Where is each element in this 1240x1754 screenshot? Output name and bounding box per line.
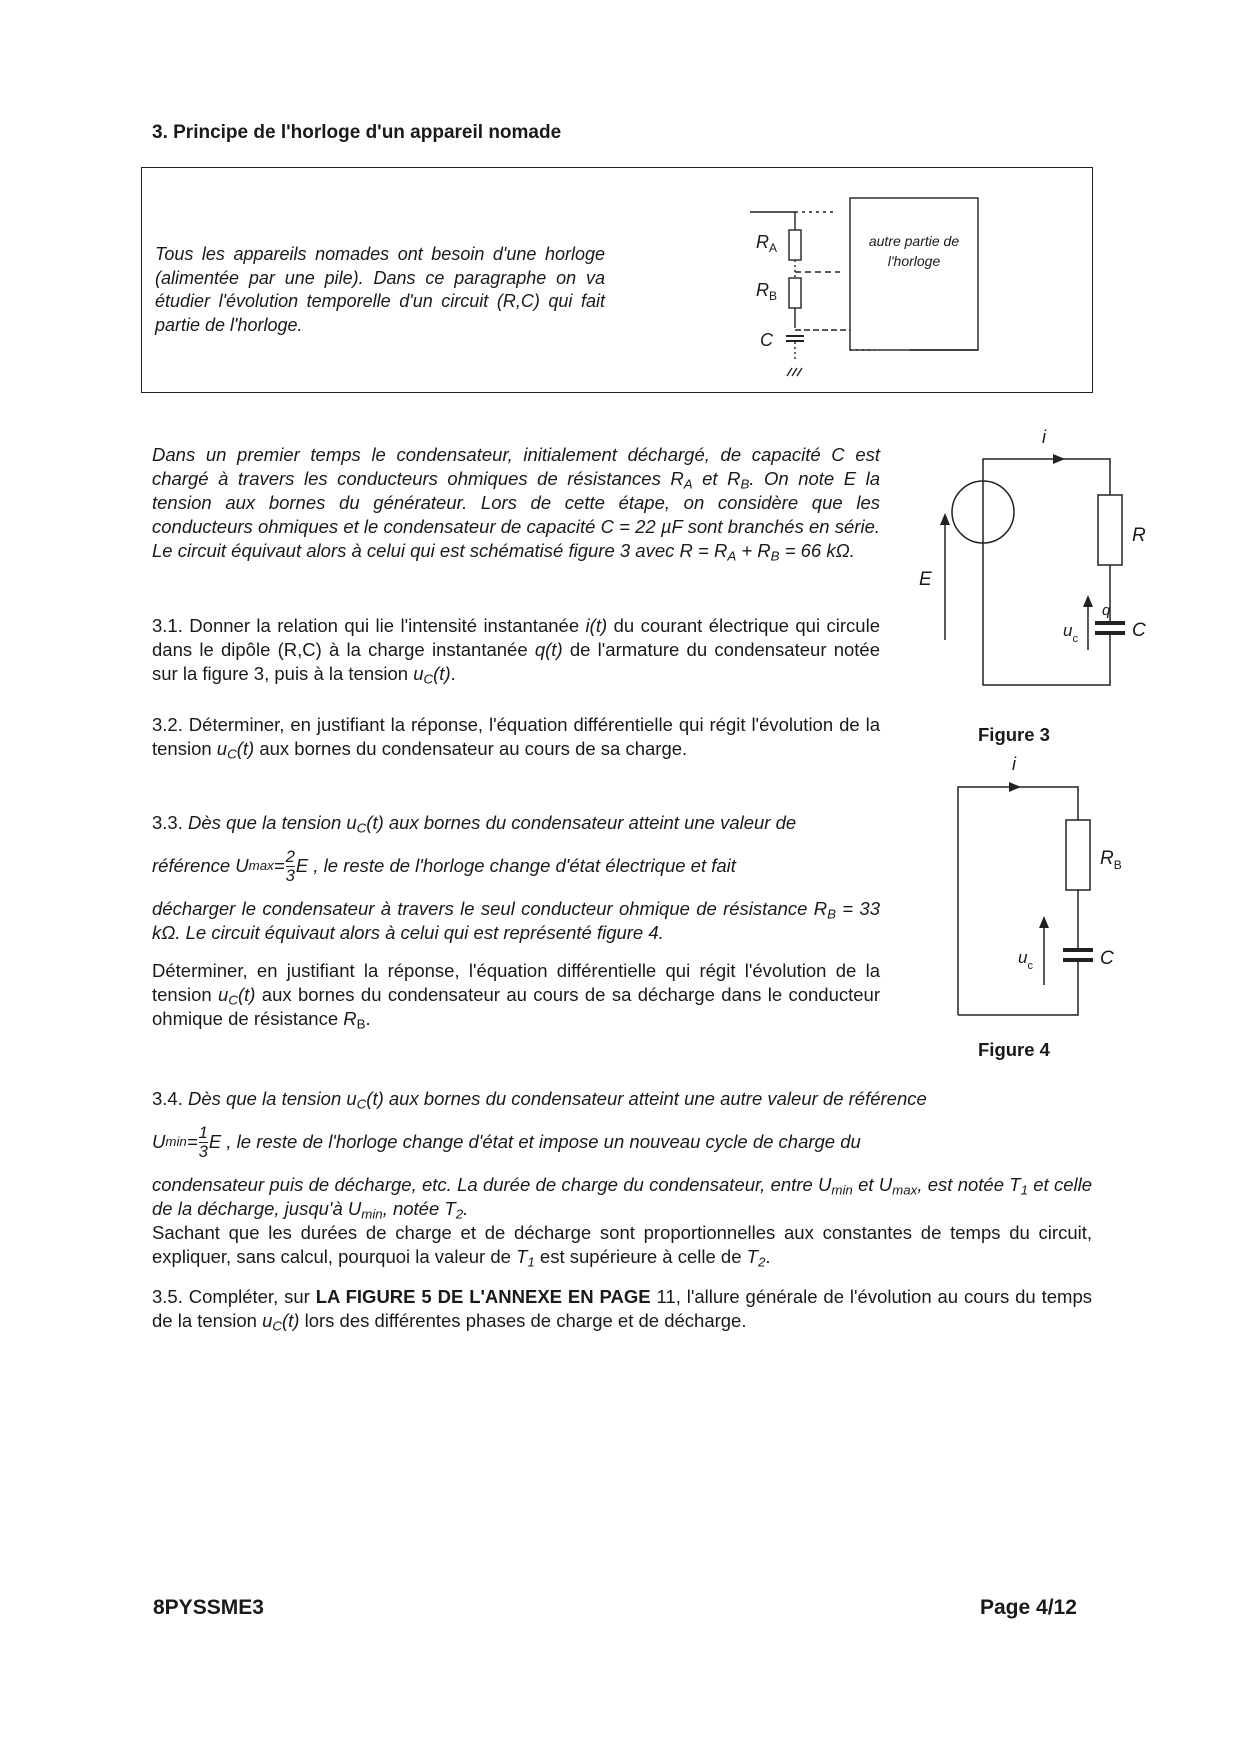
resistor-r-symbol xyxy=(1098,495,1122,565)
paragraph-intro: Dans un premier temps le condensateur, initialement déchargé, de capacité C est chargé à travers les conducteurs ohmiques de résistances $R_A$ et $R_B$. On note E la tension aux bornes du générateur. Lors de cette étape, on considère que les conducteurs ohmiques et le condensateur de capacité C = 22 µF sont branchés en série. Le circuit équivaut alors à celui qui est schématisé figure 3 avec $R = R_A + R_B = 66$ kΩ. xyxy=(152,444,880,564)
fig3-c-label: C xyxy=(1132,620,1146,641)
fig4-rb-label: $R_B$ xyxy=(1100,848,1122,872)
question-3-5: 3.5. Compléter, sur LA FIGURE 5 DE L'ANNEXE EN PAGE 11, l'allure générale de l'évolution au cours du temps de la tension $u_C(t)$ lors des différentes phases de charge et de décharge. xyxy=(152,1286,1092,1334)
figure-4-circuit xyxy=(945,750,1185,1020)
intro-text: Tous les appareils nomades ont besoin d'une horloge (alimentée par une pile). Dans ce paragraphe on va étudier l'évolution temporelle d'un circuit (R,C) qui fait partie de l'horloge. xyxy=(155,244,605,335)
e-arrow-head xyxy=(940,513,950,525)
current-arrow xyxy=(1053,454,1065,464)
intro-circuit-figure xyxy=(740,190,1000,390)
fig3-i-label: i xyxy=(1042,427,1046,447)
resistor-rb-fig4-symbol xyxy=(1066,820,1090,890)
fig3-uc-label: $u_c$ xyxy=(1063,621,1078,645)
ra-label: $R_A$ xyxy=(756,232,778,255)
fig3-e-label: E xyxy=(919,569,932,590)
resistor-rb-symbol xyxy=(789,278,801,308)
fig4-c-label: C xyxy=(1100,948,1114,969)
fig3-r-label: R xyxy=(1132,525,1146,546)
footer-code: 8PYSSME3 xyxy=(153,1596,264,1619)
question-3-2: 3.2. Déterminer, en justifiant la réponse, l'équation différentielle qui régit l'évolution de la tension $u_C(t)$ aux bornes du condensateur au cours de sa charge. xyxy=(152,714,880,762)
fig4-current-arrow xyxy=(1009,782,1021,792)
question-3-3: 3.3. Dès que la tension $u_C(t)$ aux bornes du condensateur atteint une valeur de référence U max = $\frac{2}{3}$ E , le reste de l'horloge change d'état électrique et fait décharger le condensateur à travers le seul conducteur ohmique de résistance $R_B = 33$ kΩ. Le circuit équivaut alors à celui qui est représenté figure 4. Déterminer, en justifiant la réponse, l'équation différentielle qui régit l'évolution de la tension $u_C(t)$ aux bornes du condensateur au cours de sa décharge dans le conducteur ohmique de résistance $R_B$. xyxy=(152,812,881,1032)
formula-umin: U min = $\frac{1}{3}$ E , le reste de l'horloge change d'état et impose un nouveau cycle de charge du xyxy=(152,1123,861,1161)
question-3-1: 3.1. Donner la relation qui lie l'intensité instantanée i(t) du courant électrique qui circule dans le dipôle (R,C) à la charge instantanée q(t) de l'armature du condensateur notée sur la figure 3, puis à la tension $u_C(t)$. xyxy=(152,615,881,687)
other-part-box xyxy=(850,198,978,350)
question-3-4: 3.4. Dès que la tension $u_C(t)$ aux bornes du condensateur atteint une autre valeur de référence U min = $\frac{1}{3}$ E , le reste de l'horloge change d'état et impose un nouveau cycle de charge du condensateur puis de décharge, etc. La durée de charge du condensateur, entre $U_{min}$ et $U_{max}$, est notée $T_1$ et celle de la décharge, jusqu'à $U_{min}$, notée $T_2$. Sachant que les durées de charge et de décharge sont proportionnelles aux constantes de temps du circuit, expliquer, sans calcul, pourquoi la valeur de $T_1$ est supérieure à celle de $T_2$. xyxy=(152,1088,1092,1270)
resistor-ra-symbol xyxy=(789,230,801,260)
c-label: C xyxy=(760,330,773,350)
footer-page-number: Page 4/12 xyxy=(980,1596,1077,1619)
figure-4-caption: Figure 4 xyxy=(978,1039,1050,1060)
uc-arrow-head xyxy=(1083,595,1093,607)
rb-label: $R_B$ xyxy=(756,280,778,303)
other-part-label-2: l'horloge xyxy=(887,253,941,269)
figure-3-caption: Figure 3 xyxy=(978,724,1050,745)
figure-3-circuit xyxy=(905,425,1165,695)
section-title: 3. Principe de l'horloge d'un appareil nomade xyxy=(152,122,562,143)
fig3-q-label: q xyxy=(1102,602,1111,619)
fig4-i-label: i xyxy=(1012,754,1016,774)
other-part-label-1: autre partie de xyxy=(868,233,960,249)
formula-umax: référence U max = $\frac{2}{3}$ E , le reste de l'horloge change d'état électrique et fait xyxy=(152,847,736,885)
fig4-uc-arrow-head xyxy=(1039,916,1049,928)
fig4-uc-label: $u_c$ xyxy=(1018,948,1033,972)
